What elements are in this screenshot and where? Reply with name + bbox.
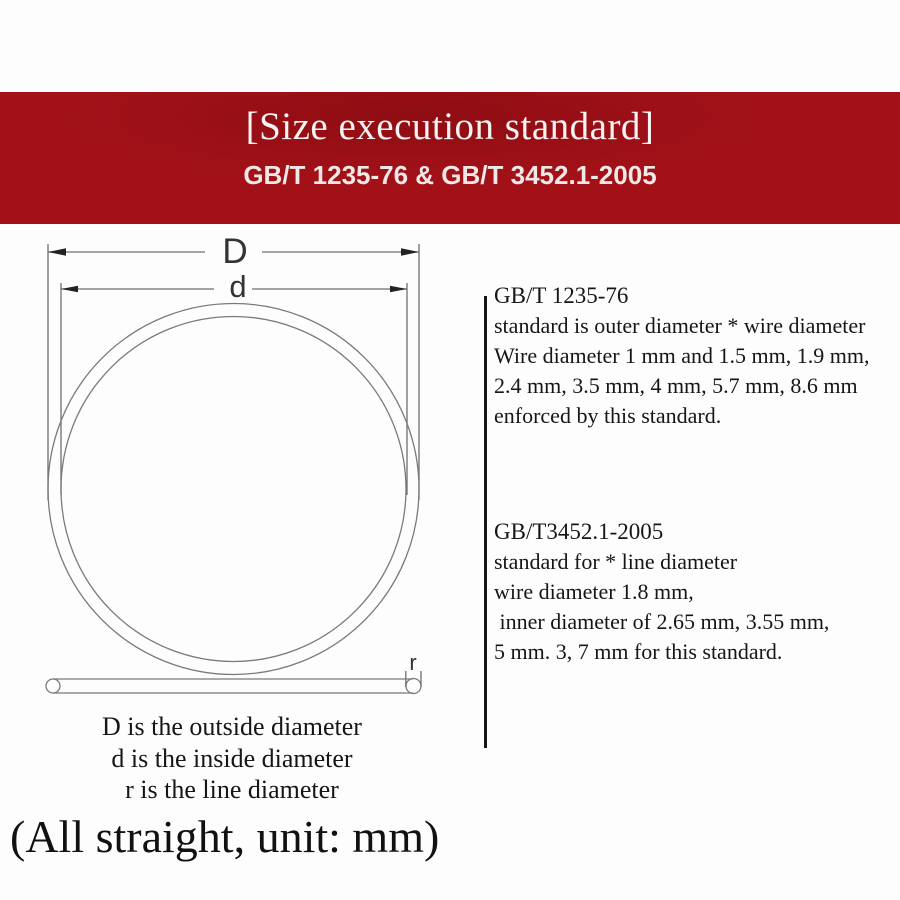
diagram-legend	[0, 711, 464, 806]
standard-text-line: enforced by this standard.	[494, 403, 722, 428]
oring-top-view	[48, 304, 419, 675]
text-divider-rule	[484, 296, 487, 748]
standard-text-line: inner diameter of 2.65 mm, 3.55 mm,	[494, 609, 830, 634]
rod-left-cap	[46, 679, 60, 693]
legend-line-wire: r is the line diameter	[125, 775, 339, 804]
outer-circle	[48, 304, 419, 675]
standard-text-line: standard is outer diameter * wire diameter	[494, 313, 866, 338]
standard-text-line: standard for * line diameter	[494, 549, 738, 574]
banner-title: [Size execution standard]	[245, 105, 655, 148]
standard-block-gbt-1235-76	[494, 281, 900, 431]
dimension-inner-diameter	[61, 269, 407, 495]
standard-text-line: 5 mm. 3, 7 mm for this standard.	[494, 639, 783, 664]
label-wire-diameter: r	[409, 650, 417, 675]
oring-side-view	[46, 650, 421, 694]
standard-title: GB/T3452.1-2005	[494, 519, 664, 544]
banner-subtitle: GB/T 1235-76 & GB/T 3452.1-2005	[243, 160, 657, 190]
arrowhead-left-icon	[61, 286, 78, 293]
standard-title: GB/T 1235-76	[494, 283, 629, 308]
dimension-outer-diameter	[48, 232, 419, 500]
label-inner-diameter: d	[229, 269, 247, 304]
standard-block-gbt-3452	[494, 517, 900, 667]
standard-text-line: wire diameter 1.8 mm,	[494, 579, 694, 604]
arrowhead-right-icon	[390, 286, 407, 293]
standard-text-line: Wire diameter 1 mm and 1.5 mm, 1.9 mm,	[494, 343, 870, 368]
units-footnote: (All straight, unit: mm)	[10, 811, 440, 862]
arrowhead-right-icon	[401, 248, 419, 255]
title-banner	[0, 92, 900, 224]
label-outer-diameter: D	[222, 232, 248, 271]
inner-circle	[61, 317, 406, 662]
standard-text-line: 2.4 mm, 3.5 mm, 4 mm, 5.7 mm, 8.6 mm	[494, 373, 858, 398]
legend-line-outer: D is the outside diameter	[102, 712, 362, 741]
rod-right-cap	[406, 679, 421, 694]
legend-line-inner: d is the inside diameter	[111, 743, 353, 773]
arrowhead-left-icon	[48, 248, 66, 255]
